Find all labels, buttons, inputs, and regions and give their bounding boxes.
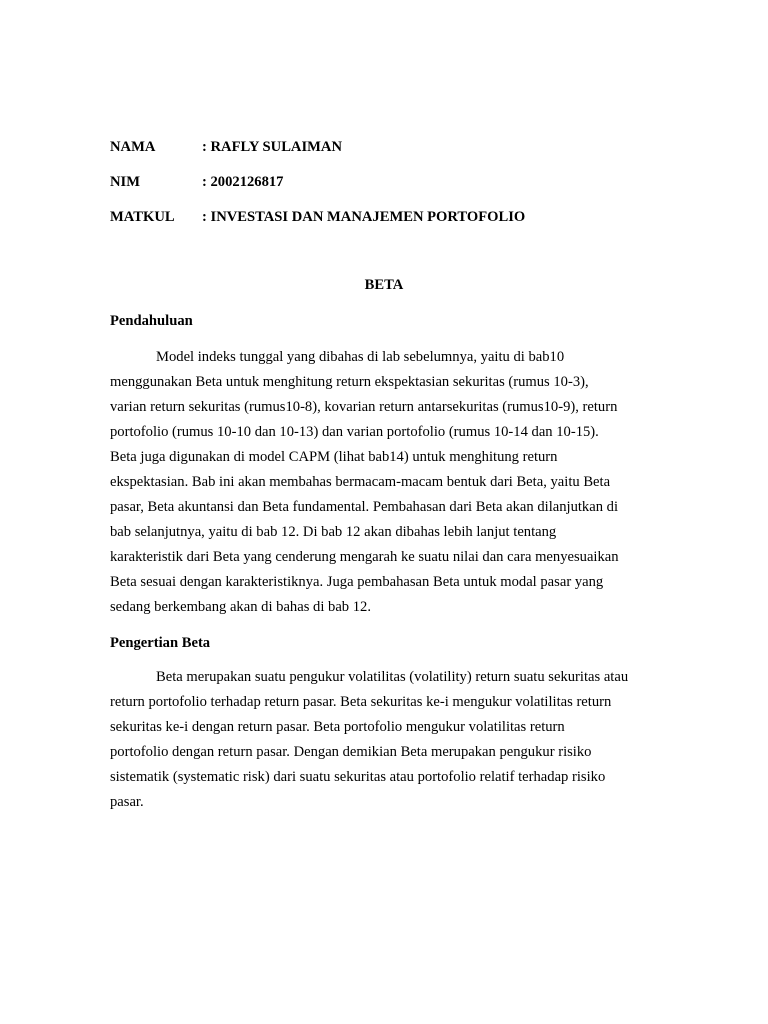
paragraph-line: Beta juga digunakan di model CAPM (lihat bab14) untuk menghitung return xyxy=(110,449,558,465)
info-row-nim xyxy=(110,174,710,209)
paragraph-line: ekspektasian. Bab ini akan membahas bermacam-macam bentuk dari Beta, yaitu Beta xyxy=(110,474,611,490)
section-heading-pengertian-beta: Pengertian Beta xyxy=(110,635,211,651)
paragraph-line: Model indeks tunggal yang dibahas di lab sebelumnya, yaitu di bab10 xyxy=(156,349,565,365)
paragraph-line: varian return sekuritas (rumus10-8), kovarian return antarsekuritas (rumus10-9), return xyxy=(110,399,618,415)
info-label: MATKUL xyxy=(110,209,175,225)
info-row-matkul xyxy=(110,209,710,244)
section-heading-pendahuluan: Pendahuluan xyxy=(110,313,193,329)
info-row-nama xyxy=(110,139,710,174)
paragraph-pengertian-beta xyxy=(110,665,662,815)
paragraph-line: pasar, Beta akuntansi dan Beta fundamental. Pembahasan dari Beta akan dilanjutkan di xyxy=(110,499,619,515)
paragraph-line: karakteristik dari Beta yang cenderung mengarah ke suatu nilai dan cara menyesuaikan xyxy=(110,549,619,565)
paragraph-line: Beta merupakan suatu pengukur volatilitas (volatility) return suatu sekuritas atau xyxy=(156,669,629,685)
paragraph-line: pasar. xyxy=(110,794,144,810)
paragraph-pendahuluan xyxy=(110,345,662,620)
document-title: BETA xyxy=(364,277,404,293)
paragraph-line: Beta sesuai dengan karakteristiknya. Juga pembahasan Beta untuk modal pasar yang xyxy=(110,574,604,590)
paragraph-line: sekuritas ke-i dengan return pasar. Beta portofolio mengukur volatilitas return xyxy=(110,719,565,735)
paragraph-line: menggunakan Beta untuk menghitung return ekspektasian sekuritas (rumus 10-3), xyxy=(110,374,589,390)
info-value: : 2002126817 xyxy=(202,174,284,190)
student-info xyxy=(110,139,710,244)
paragraph-line: bab selanjutnya, yaitu di bab 12. Di bab 12 akan dibahas lebih lanjut tentang xyxy=(110,524,557,540)
info-label: NIM xyxy=(110,174,140,190)
paragraph-line: sistematik (systematic risk) dari suatu sekuritas atau portofolio relatif terhadap risiko xyxy=(110,769,606,785)
paragraph-line: sedang berkembang akan di bahas di bab 12. xyxy=(110,599,371,615)
info-label: NAMA xyxy=(110,139,156,155)
info-value: : RAFLY SULAIMAN xyxy=(202,139,343,155)
paragraph-line: portofolio (rumus 10-10 dan 10-13) dan varian portofolio (rumus 10-14 dan 10-15). xyxy=(110,424,599,440)
info-value: : INVESTASI DAN MANAJEMEN PORTOFOLIO xyxy=(202,209,526,225)
paragraph-line: return portofolio terhadap return pasar. Beta sekuritas ke-i mengukur volatilitas return xyxy=(110,694,612,710)
paragraph-line: portofolio dengan return pasar. Dengan demikian Beta merupakan pengukur risiko xyxy=(110,744,592,760)
